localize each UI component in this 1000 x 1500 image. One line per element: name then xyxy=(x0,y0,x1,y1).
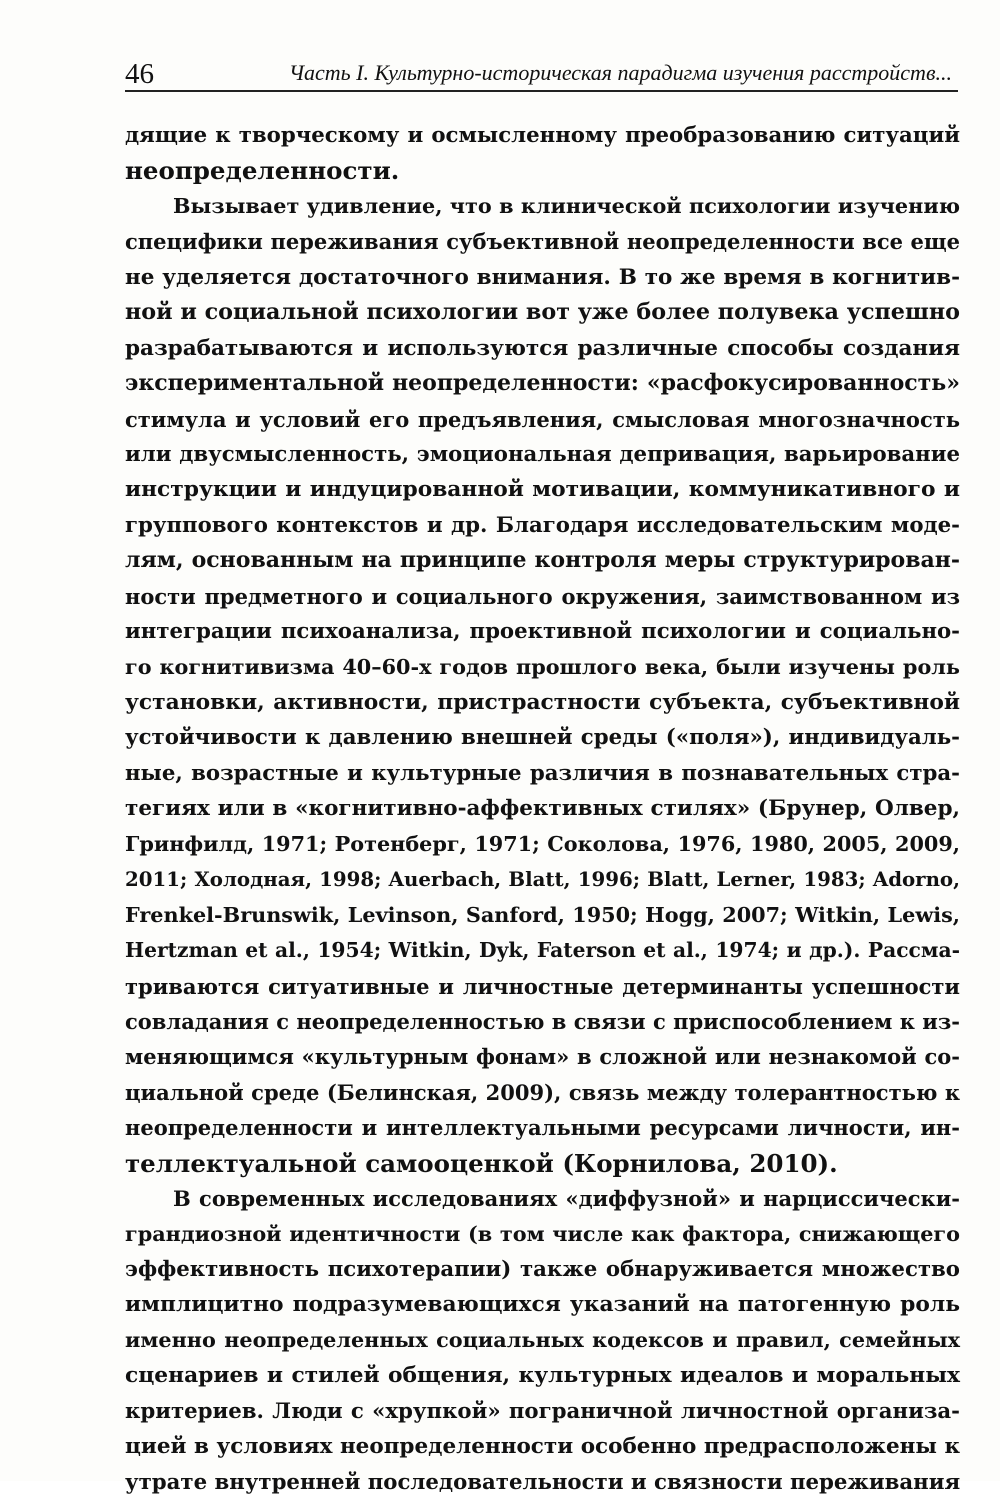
text-line: интеграции психоанализа, проективной психологии и социально- xyxy=(125,619,960,645)
text-line: ности предметного и социального окружения, заимствованном из xyxy=(125,583,960,609)
text-line: триваются ситуативные и личностные детерминанты успешности xyxy=(125,973,960,999)
body-text xyxy=(125,118,960,1500)
text-line: цией в условиях неопределенности особенно предрасположены к xyxy=(125,1434,960,1460)
text-line: 2011; Холодная, 1998; Auerbach, Blatt, 1996; Blatt, Lerner, 1983; Adorno, xyxy=(125,867,960,892)
page-number: 46 xyxy=(125,58,154,90)
text-line: лям, основанным на принципе контроля меры структурирован- xyxy=(125,547,960,574)
text-line: неопределенности. xyxy=(125,156,400,186)
text-line: стимула и условий его предъявления, смысловая многозначность xyxy=(125,406,960,432)
text-line: ной и социальной психологии вот уже более полувека успешно xyxy=(125,299,960,326)
text-line: утрате внутренней последовательности и связности переживания xyxy=(125,1469,961,1495)
text-line: или двусмысленность, эмоциональная депривация, варьирование xyxy=(125,441,960,467)
text-line: эффективность психотерапии) также обнаруживается множество xyxy=(125,1257,960,1282)
text-line: Frenkel-Brunswik, Levinson, Sanford, 1950; Hogg, 2007; Witkin, Lewis, xyxy=(125,902,960,927)
text-line: Гринфилд, 1971; Ротенберг, 1971; Соколова, 1976, 1980, 2005, 2009, xyxy=(125,831,960,856)
text-line: тегиях или в «когнитивно-аффективных стилях» (Брунер, Олвер, xyxy=(125,796,960,822)
text-line: В современных исследованиях «диффузной» и нарциссически- xyxy=(173,1186,960,1212)
text-line: критериев. Люди с «хрупкой» пограничной личностной организа- xyxy=(125,1398,960,1424)
text-line: меняющимся «культурным фонам» в сложной или незнакомой со- xyxy=(125,1044,960,1070)
text-line: циальной среде (Белинская, 2009), связь между толерантностью к xyxy=(125,1079,960,1105)
text-line: Вызывает удивление, что в клинической психологии изучению xyxy=(173,193,960,218)
text-line: сценариев и стилей общения, культурных идеалов и моральных xyxy=(125,1363,960,1389)
running-title: Часть I. Культурно-историческая парадигма изучения расстройств... xyxy=(288,60,952,85)
text-line: имплицитно подразумевающихся указаний на патогенную роль xyxy=(125,1292,960,1318)
text-line: установки, активности, пристрастности субъекта, субъективной xyxy=(125,690,960,715)
text-line: экспериментальной неопределенности: «расфокусированность» xyxy=(125,370,960,397)
text-line: разрабатываются и используются различные способы создания xyxy=(125,335,960,361)
text-line: группового контекстов и др. Благодаря исследовательским моде- xyxy=(125,512,960,538)
text-line: го когнитивизма 40–60-х годов прошлого века, были изучены роль xyxy=(125,654,960,679)
running-header xyxy=(125,52,958,92)
text-line: совладания с неопределенностью в связи с приспособлением к из- xyxy=(125,1008,960,1034)
text-line: не уделяется достаточного внимания. В то же время в когнитив- xyxy=(125,264,960,290)
text-line: неопределенности и интеллектуальными ресурсами личности, ин- xyxy=(125,1115,960,1141)
text-line: грандиозной идентичности (в том числе как фактора, снижающего xyxy=(125,1221,960,1246)
text-line: теллектуальной самооценкой (Корнилова, 2010). xyxy=(125,1148,838,1178)
text-line: именно неопределенных социальных кодексов и правил, семейных xyxy=(125,1327,960,1352)
text-line: устойчивости к давлению внешней среды («поля»), индивидуаль- xyxy=(125,725,960,751)
text-line: Hertzman et al., 1954; Witkin, Dyk, Faterson et al., 1974; и др.). Рассма- xyxy=(125,938,960,963)
text-line: ные, возрастные и культурные различия в познавательных стра- xyxy=(125,760,960,786)
text-line: дящие к творческому и осмысленному преобразованию ситуаций xyxy=(125,123,960,148)
text-line: специфики переживания субъективной неопределенности все еще xyxy=(125,229,960,255)
text-line: инструкции и индуцированной мотивации, коммуникативного и xyxy=(125,477,960,503)
